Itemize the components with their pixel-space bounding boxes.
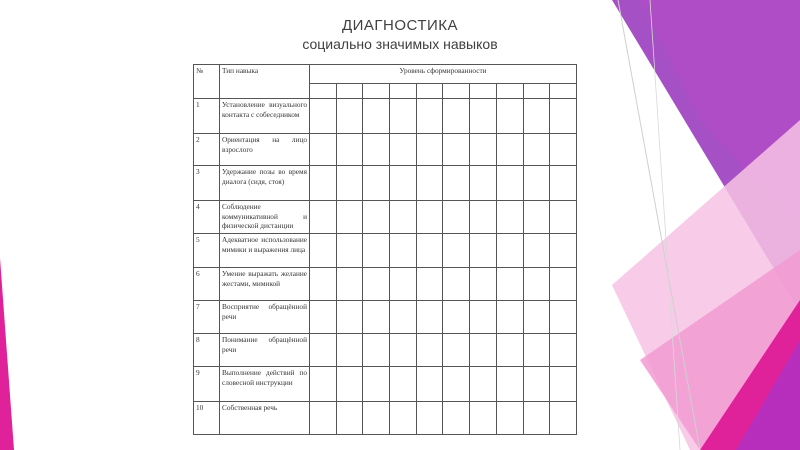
row-skill: Соблюдение коммуникативной и физической дистанции bbox=[220, 201, 310, 234]
row-num: 10 bbox=[194, 402, 220, 435]
row-skill: Установление визуального контакта с собеседником bbox=[220, 99, 310, 134]
row-num: 9 bbox=[194, 367, 220, 402]
row-skill: Выполнение действий по словесной инструкции bbox=[220, 367, 310, 402]
row-num: 3 bbox=[194, 166, 220, 201]
row-num: 1 bbox=[194, 99, 220, 134]
row-skill: Собственная речь bbox=[220, 402, 310, 435]
row-num: 6 bbox=[194, 268, 220, 301]
table-row bbox=[194, 166, 577, 201]
row-skill: Ориентация на лицо взрослого bbox=[220, 134, 310, 166]
table-row bbox=[194, 234, 577, 268]
header-num: № bbox=[194, 65, 220, 99]
table-row bbox=[194, 268, 577, 301]
table-row bbox=[194, 201, 577, 234]
table-row bbox=[194, 334, 577, 367]
row-skill: Восприятие обращённой речи bbox=[220, 301, 310, 334]
table-row bbox=[194, 99, 577, 134]
row-num: 2 bbox=[194, 134, 220, 166]
row-skill: Адекватное использование мимики и выражения лица bbox=[220, 234, 310, 268]
row-skill: Удержание позы во время диалога (сидя, стоя) bbox=[220, 166, 310, 201]
row-num: 7 bbox=[194, 301, 220, 334]
table-row bbox=[194, 402, 577, 435]
table-row bbox=[194, 301, 577, 334]
row-num: 4 bbox=[194, 201, 220, 234]
header-level: Уровень сформированности bbox=[310, 65, 577, 84]
row-num: 5 bbox=[194, 234, 220, 268]
row-skill: Понимание обращённой речи bbox=[220, 334, 310, 367]
table-row bbox=[194, 134, 577, 166]
page-title: ДИАГНОСТИКА bbox=[341, 17, 459, 34]
diagnostic-table bbox=[193, 64, 577, 435]
table-row bbox=[194, 367, 577, 402]
row-skill: Умение выражать желание жестами, мимикой bbox=[220, 268, 310, 301]
left-accent-shape bbox=[0, 258, 14, 450]
row-num: 8 bbox=[194, 334, 220, 367]
title-block bbox=[250, 16, 550, 53]
page-subtitle: социально значимых навыков bbox=[302, 36, 498, 52]
header-skill: Тип навыка bbox=[220, 65, 310, 99]
